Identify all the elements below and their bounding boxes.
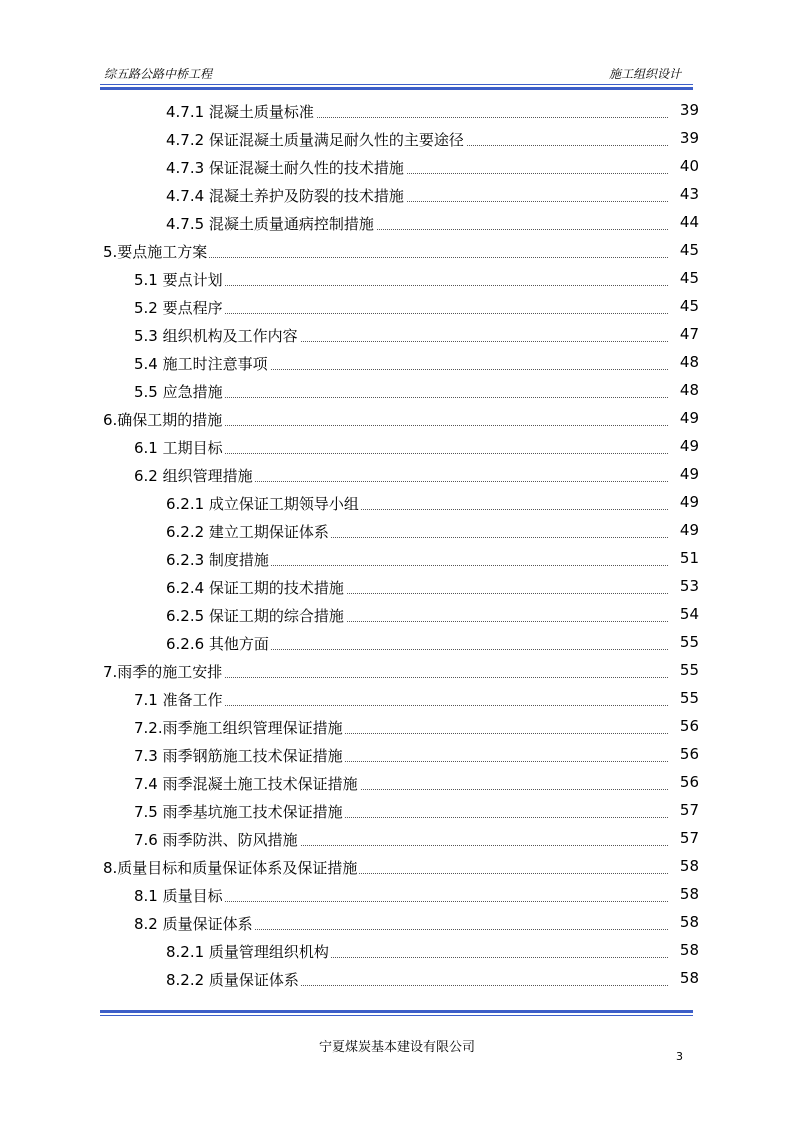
toc-entry-page: 49 [679,521,699,539]
toc-entry-page: 49 [679,493,699,511]
header-project-name: 综五路公路中桥工程 [104,67,213,81]
toc-entry-title: 5.要点施工方案 [103,243,208,261]
toc-entry-page: 55 [679,661,699,679]
toc-entry-title: 5.4 施工时注意事项 [134,355,268,373]
toc-entry-page: 58 [679,969,699,987]
toc-entry[interactable] [0,181,794,209]
toc-entry-title: 7.2.雨季施工组织管理保证措施 [134,719,343,737]
toc-entry[interactable] [0,377,794,405]
toc-entry-title: 6.2.5 保证工期的综合措施 [166,607,344,625]
toc-entry-page: 58 [679,913,699,931]
toc-entry-title: 6.2.4 保证工期的技术措施 [166,579,344,597]
toc-entry[interactable] [0,769,794,797]
toc-entry-page: 56 [679,773,699,791]
toc-entry-page: 49 [679,465,699,483]
toc-entry-page: 57 [679,829,699,847]
toc-entry[interactable] [0,601,794,629]
toc-entry-page: 45 [679,297,699,315]
toc-entry[interactable] [0,237,794,265]
toc-entry-title: 4.7.5 混凝土质量通病控制措施 [166,215,374,233]
toc-entry-page: 48 [679,353,699,371]
toc-entry-title: 5.3 组织机构及工作内容 [134,327,298,345]
toc-entry[interactable] [0,965,794,993]
toc-entry-page: 58 [679,941,699,959]
toc-entry[interactable] [0,97,794,125]
toc-entry[interactable] [0,825,794,853]
toc-entry-page: 56 [679,717,699,735]
toc-entry-page: 57 [679,801,699,819]
toc-entry-title: 7.5 雨季基坑施工技术保证措施 [134,803,343,821]
toc-entry[interactable] [0,517,794,545]
toc-entry-page: 45 [679,241,699,259]
toc-entry-title: 5.2 要点程序 [134,299,223,317]
toc-entry[interactable] [0,125,794,153]
toc-entry[interactable] [0,937,794,965]
footer-company-name: 宁夏煤炭基本建设有限公司 [318,1040,475,1055]
toc-entry-title: 7.3 雨季钢筋施工技术保证措施 [134,747,343,765]
footer-divider-thin [100,1015,693,1016]
toc-entry[interactable] [0,573,794,601]
toc-entry[interactable] [0,461,794,489]
toc-entry[interactable] [0,909,794,937]
toc-entry-title: 6.2.2 建立工期保证体系 [166,523,329,541]
toc-entry-title: 8.2 质量保证体系 [134,915,253,933]
toc-entry[interactable] [0,321,794,349]
toc-entry[interactable] [0,265,794,293]
toc-entry[interactable] [0,405,794,433]
toc-entry-page: 58 [679,885,699,903]
toc-entry-page: 44 [679,213,699,231]
toc-entry[interactable] [0,685,794,713]
toc-entry-page: 39 [679,129,699,147]
toc-entry-title: 5.1 要点计划 [134,271,223,289]
toc-entry[interactable] [0,545,794,573]
toc-entry-title: 4.7.1 混凝土质量标准 [166,103,314,121]
toc-entry-title: 4.7.4 混凝土养护及防裂的技术措施 [166,187,404,205]
toc-entry-page: 55 [679,689,699,707]
toc-entry-title: 6.1 工期目标 [134,439,223,457]
toc-entry-page: 54 [679,605,699,623]
toc-entry[interactable] [0,741,794,769]
toc-entry[interactable] [0,489,794,517]
toc-entry-title: 7.4 雨季混凝土施工技术保证措施 [134,775,358,793]
toc-entry[interactable] [0,293,794,321]
toc-entry-title: 5.5 应急措施 [134,383,223,401]
toc-entry-page: 47 [679,325,699,343]
toc-entry[interactable] [0,797,794,825]
toc-entry[interactable] [0,657,794,685]
footer-divider-thick [100,1010,693,1013]
toc-entry-title: 6.2.1 成立保证工期领导小组 [166,495,359,513]
toc-entry-title: 4.7.2 保证混凝土质量满足耐久性的主要途径 [166,131,464,149]
toc-entry-page: 49 [679,409,699,427]
toc-entry-title: 6.2 组织管理措施 [134,467,253,485]
toc-entry-title: 7.1 准备工作 [134,691,223,709]
toc-entry[interactable] [0,433,794,461]
toc-entry[interactable] [0,629,794,657]
toc-entry-title: 8.1 质量目标 [134,887,223,905]
toc-entry-title: 6.确保工期的措施 [103,411,223,429]
toc-entry[interactable] [0,881,794,909]
toc-entry-page: 40 [679,157,699,175]
toc-entry-page: 51 [679,549,699,567]
toc-entry-page: 55 [679,633,699,651]
header-document-type: 施工组织设计 [608,67,681,81]
toc-entry[interactable] [0,349,794,377]
toc-entry-page: 43 [679,185,699,203]
toc-entry-page: 58 [679,857,699,875]
footer-page-number: 3 [676,1050,683,1063]
toc-entry-page: 48 [679,381,699,399]
header-divider-thick [100,87,693,90]
toc-entry-page: 45 [679,269,699,287]
toc-entry-page: 53 [679,577,699,595]
toc-entry-title: 4.7.3 保证混凝土耐久性的技术措施 [166,159,404,177]
toc-entry-title: 8.质量目标和质量保证体系及保证措施 [103,859,358,877]
toc-entry[interactable] [0,153,794,181]
toc-entry-title: 6.2.3 制度措施 [166,551,269,569]
toc-entry-page: 56 [679,745,699,763]
page-header [100,62,693,82]
toc-entry-title: 8.2.1 质量管理组织机构 [166,943,329,961]
header-divider-thin [100,84,693,85]
toc-entry[interactable] [0,853,794,881]
toc-entry-page: 49 [679,437,699,455]
toc-entry-title: 7.6 雨季防洪、防风措施 [134,831,298,849]
toc-entry-title: 7.雨季的施工安排 [103,663,223,681]
toc-entry[interactable] [0,713,794,741]
toc-entry-page: 39 [679,101,699,119]
toc-entry-title: 6.2.6 其他方面 [166,635,269,653]
toc-entry-title: 8.2.2 质量保证体系 [166,971,299,989]
toc-entry[interactable] [0,209,794,237]
